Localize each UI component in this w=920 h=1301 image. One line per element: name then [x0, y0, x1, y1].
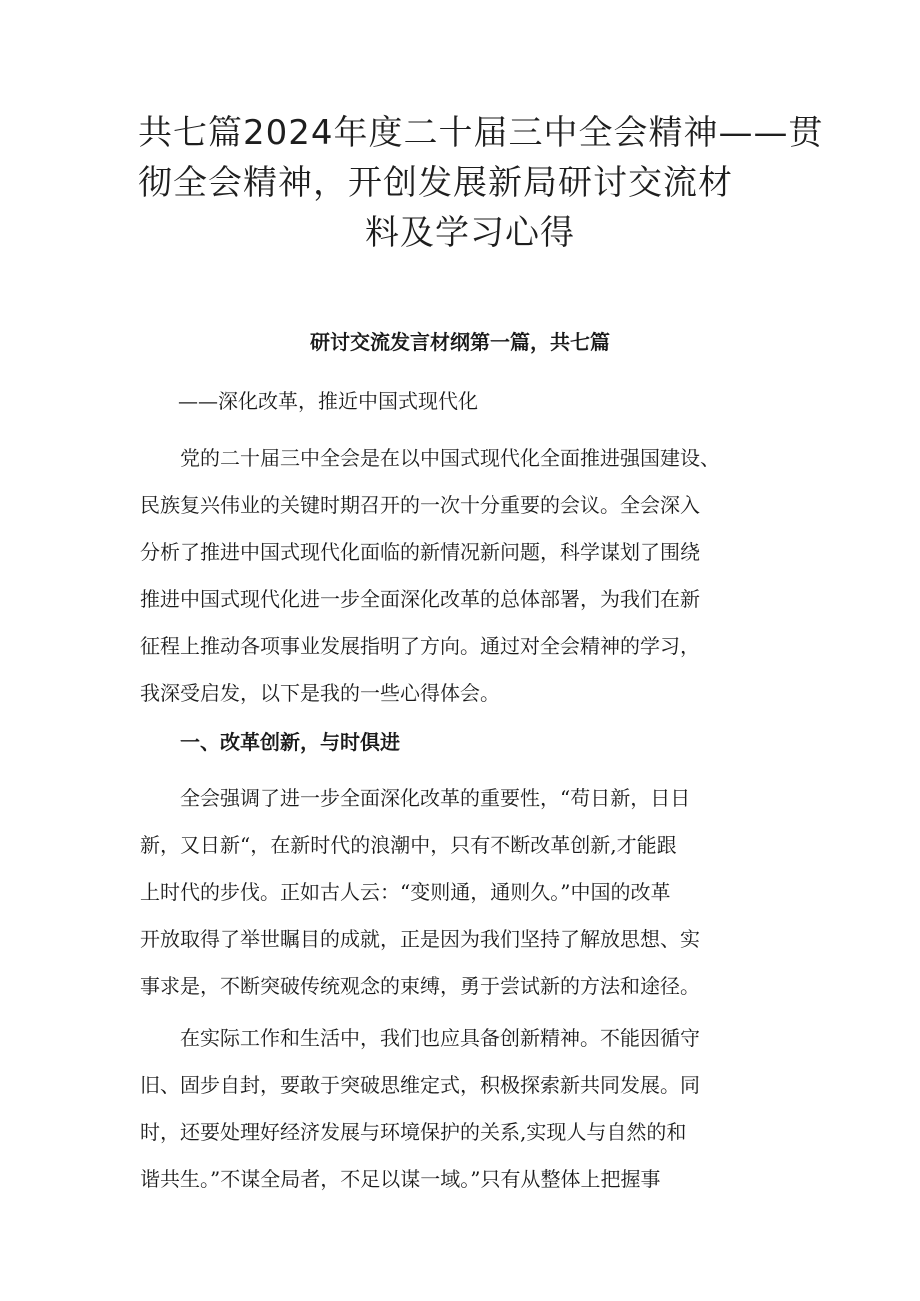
- paragraph-line: 民族复兴伟业的关键时期召开的一次十分重要的会议。全会深入: [140, 493, 700, 517]
- section1-paragraph-1: [140, 775, 800, 1010]
- paragraph-line: 时，还要处理好经济发展与环境保护的关系,实现人与自然的和: [140, 1120, 687, 1144]
- paragraph-line: 全会强调了进一步全面深化改革的重要性，“苟日新，日日: [180, 786, 691, 810]
- paragraph-line: 征程上推动各项事业发展指明了方向。通过对全会精神的学习，: [140, 634, 700, 658]
- paragraph-line: 党的二十届三中全会是在以中国式现代化全面推进强国建设、: [180, 446, 720, 470]
- section-heading: 一、改革创新，与时俱进: [180, 732, 400, 754]
- paragraph-line: 谐共生。”不谋全局者，不足以谋一域。”只有从整体上把握事: [140, 1167, 661, 1191]
- paragraph-line: 分析了推进中国式现代化面临的新情况新问题，科学谋划了围绕: [140, 540, 700, 564]
- paragraph-line: 在实际工作和生活中，我们也应具备创新精神。不能因循守: [180, 1026, 700, 1050]
- subtitle-theme-line: ——深化改革，推近中国式现代化: [178, 389, 478, 413]
- paragraph-line: 推进中国式现代化进一步全面深化改革的总体部署，为我们在新: [140, 587, 700, 611]
- intro-paragraph: [140, 435, 800, 717]
- paragraph-line: 新，又日新“，在新时代的浪潮中，只有不断改革创新,才能跟: [140, 833, 677, 857]
- paragraph-line: 开放取得了举世瞩目的成就，正是因为我们坚持了解放思想、实: [140, 927, 700, 951]
- paragraph-line: 我深受启发，以下是我的一些心得体会。: [140, 681, 500, 705]
- paragraph-line: 上时代的步伐。正如古人云：“变则通，通则久。”中国的改革: [140, 880, 671, 904]
- document-title: [120, 108, 824, 258]
- title-line: 料及学习心得: [365, 213, 575, 253]
- section-subtitle: 研讨交流发言材纲第一篇，共七篇: [310, 332, 610, 354]
- title-line: 共七篇2024年度二十届三中全会精神——贯: [138, 113, 824, 153]
- title-line: 彻全会精神，开创发展新局研讨交流材: [138, 163, 733, 203]
- paragraph-line: 事求是，不断突破传统观念的束缚，勇于尝试新的方法和途径。: [140, 974, 700, 998]
- section1-paragraph-2: [140, 1015, 800, 1203]
- paragraph-line: 旧、固步自封，要敢于突破思维定式，积极探索新共同发展。同: [140, 1073, 700, 1097]
